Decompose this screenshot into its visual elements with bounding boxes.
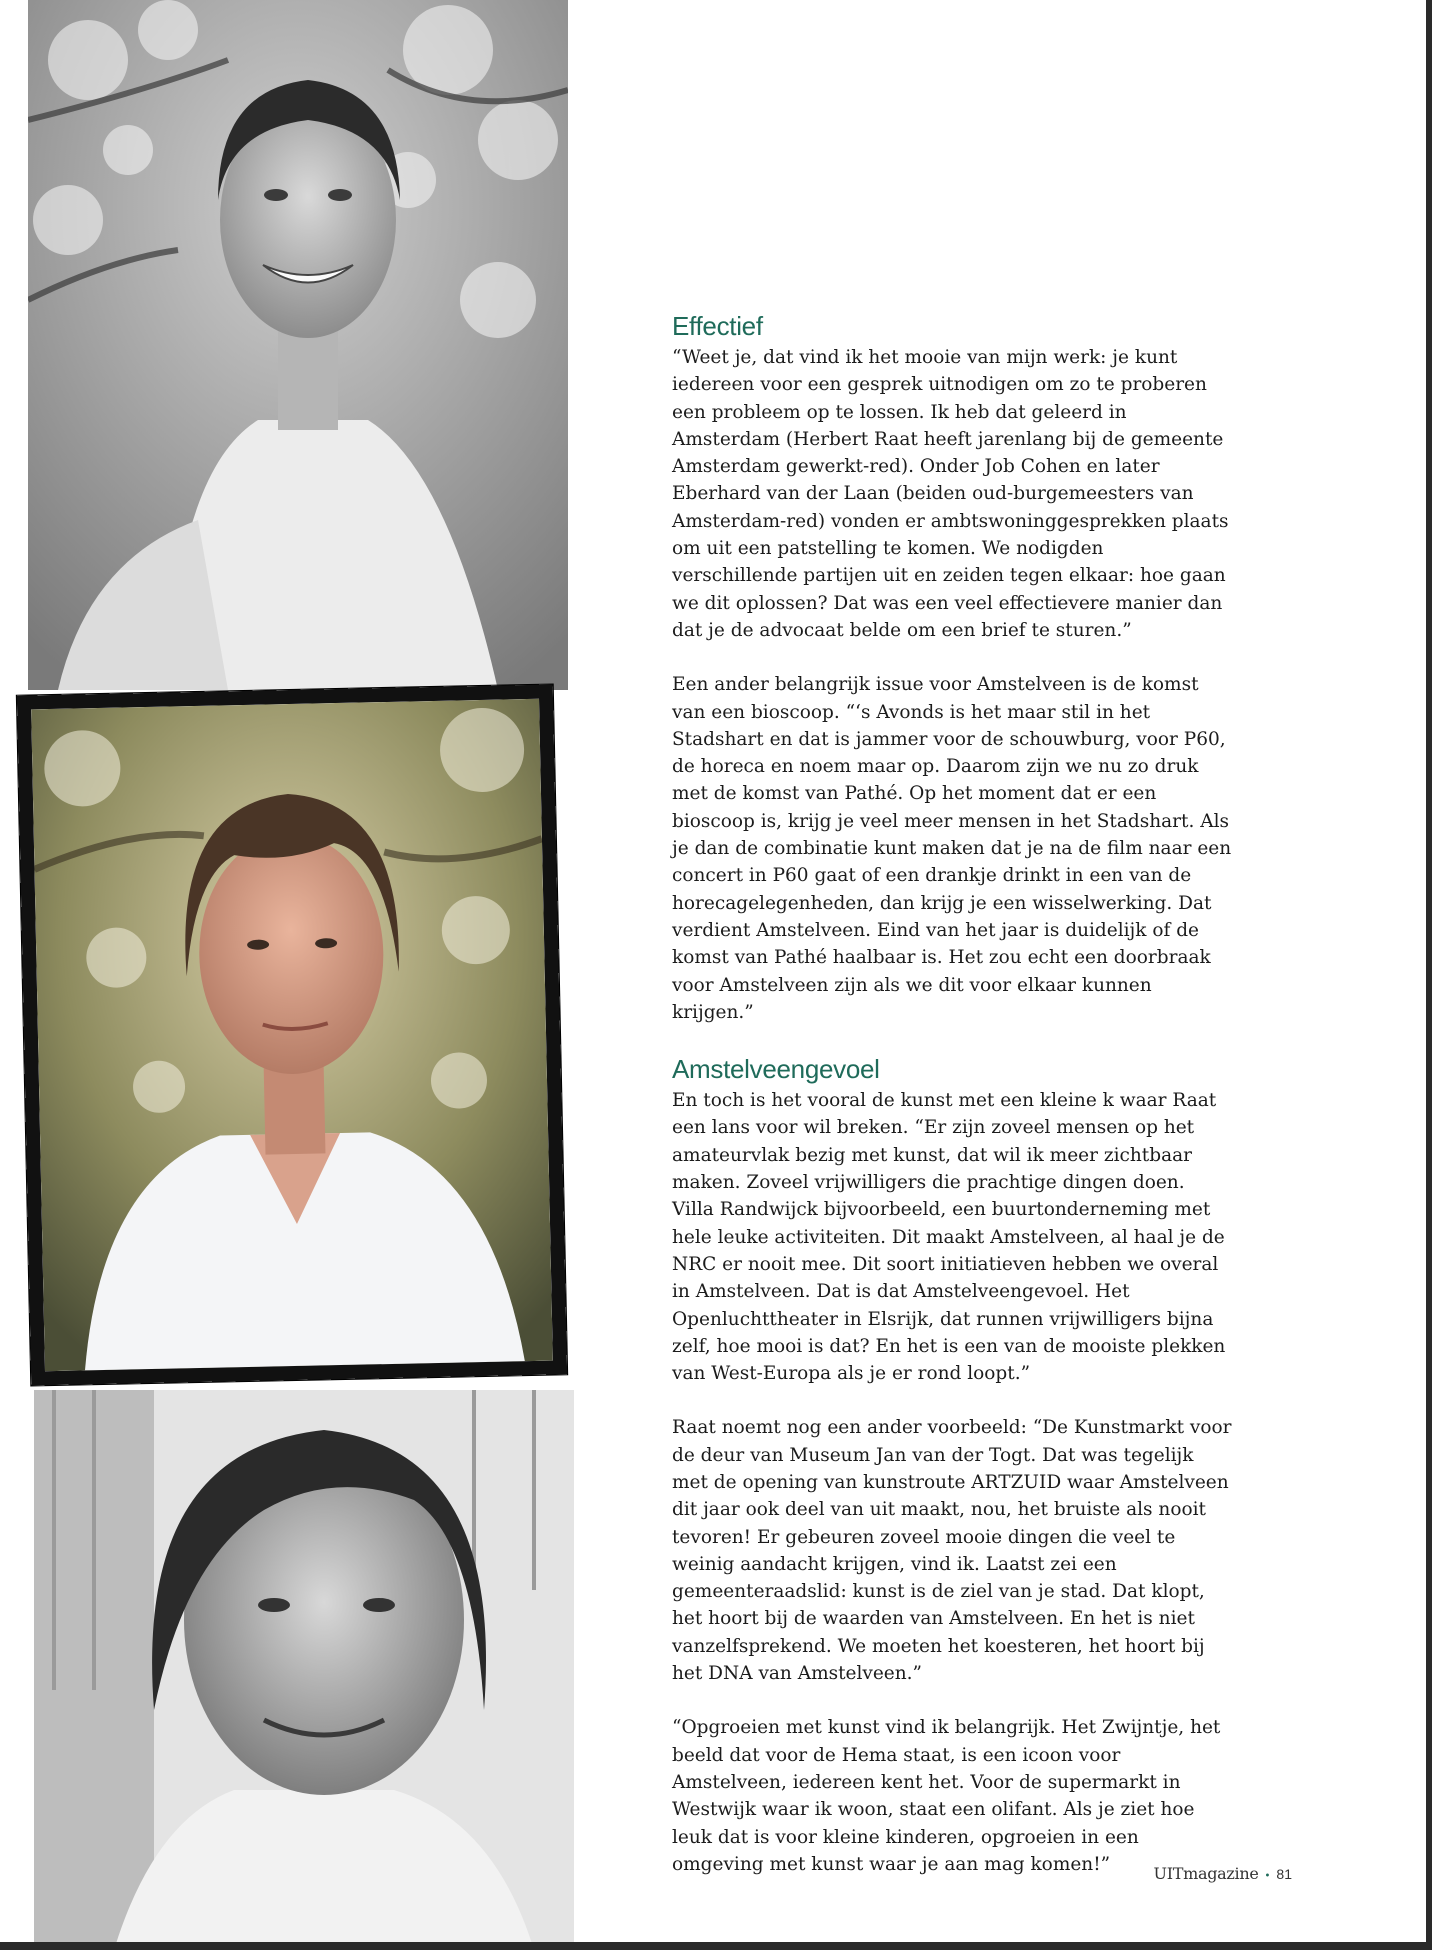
portrait-photo-bw-top xyxy=(28,0,568,690)
section-heading-effectief: Effectief xyxy=(672,311,763,341)
page-number: 81 xyxy=(1276,1866,1292,1882)
footer-separator: • xyxy=(1264,1871,1271,1882)
paragraph: Raat noemt nog een ander voorbeeld: “De Kunstmarkt voor de deur van Museum Jan van der Togt. Dat was tegelijk met de opening van kunstroute ARTZUID waar Amstelveen dit jaar ook deel van uit maakt, nou, het bruiste als nooit tevoren! Er gebeuren zoveel mooie dingen die veel te weinig aandacht krijgen, vind ik. Laatst zei een gemeenteraadslid: kunst is de ziel van je stad. Dat klopt, het hoort bij de waarden van Amstelveen. En het is niet vanzelfsprekend. We moeten het koesteren, het hoort bij het DNA van Amstelveen.” xyxy=(672,1417,1232,1685)
page-footer xyxy=(1154,1864,1292,1883)
magazine-brand: UITmagazine xyxy=(1153,1864,1259,1883)
section-heading-amstelveengevoel: Amstelveengevoel xyxy=(672,1054,880,1085)
paragraph: “Weet je, dat vind ik het mooie van mijn werk: je kunt iedereen voor een gesprek uitnodigen om zo te proberen een probleem op te lossen. Ik heb dat geleerd in Amsterdam (Herbert Raat heeft jarenlang bij de gemeente Amsterdam gewerkt-red). Onder Job Cohen en later Eberhard van der Laan (beiden oud-burgemeesters van Amsterdam-red) vonden er ambtswoninggesprekken plaats om uit een patstelling te komen. We nodigden verschillende partijen uit en zeiden tegen elkaar: hoe gaan we dit oplossen? Dat was een veel effectievere manier dan dat je de advocaat belde om een brief te sturen.” xyxy=(672,347,1229,641)
paragraph: En toch is het vooral de kunst met een kleine k waar Raat een lans voor wil breken. “Er zijn zoveel mensen op het amateurvlak bezig met kunst, dat wil ik meer zichtbaar maken. Zoveel vrijwilligers die prachtige dingen doen. Villa Randwijck bijvoorbeeld, een buurtonderneming met hele leuke activiteiten. Dit maakt Amstelveen, al haal je de NRC er nooit mee. Dit soort initiatieven hebben we overal in Amstelveen. Dat is dat Amstelveengevoel. Het Openluchttheater in Elsrijk, dat runnen vrijwilligers bijna zelf, hoe mooi is dat? En het is een van de mooiste plekken van West-Europa als je er rond loopt.” xyxy=(672,1090,1226,1385)
portrait-photo-color xyxy=(17,684,567,1385)
paragraph: “Opgroeien met kunst vind ik belangrijk. Het Zwijntje, het beeld dat voor de Hema staat, is een icoon voor Amstelveen, iedereen kent het. Voor de supermarkt in Westwijk waar ik woon, staat een olifant. Als je ziet hoe leuk dat is voor kleine kinderen, opgroeien in een omgeving met kunst waar je aan mag komen!” xyxy=(672,1717,1221,1875)
portrait-photo-bw-bottom xyxy=(34,1390,574,1950)
article-column xyxy=(672,310,1232,1905)
paragraph: Een ander belangrijk issue voor Amstelveen is de komst van een bioscoop. “‘s Avonds is het maar stil in het Stadshart en dat is jammer voor de schouwburg, voor P60, de horeca en noem maar op. Daarom zijn we nu zo druk met de komst van Pathé. Op het moment dat er een bioscoop is, krijg je veel meer mensen in het Stadshart. Als je dan de combinatie kunt maken dat je na de film naar een concert in P60 gaat of een drankje drinkt in een van de horecagelegenheden, dan krijg je een wisselwerking. Dat verdient Amstelveen. Eind van het jaar is duidelijk of de komst van Pathé haalbaar is. Het zou echt een doorbraak voor Amstelveen zijn als we dit voor elkaar kunnen krijgen.” xyxy=(672,674,1232,1023)
